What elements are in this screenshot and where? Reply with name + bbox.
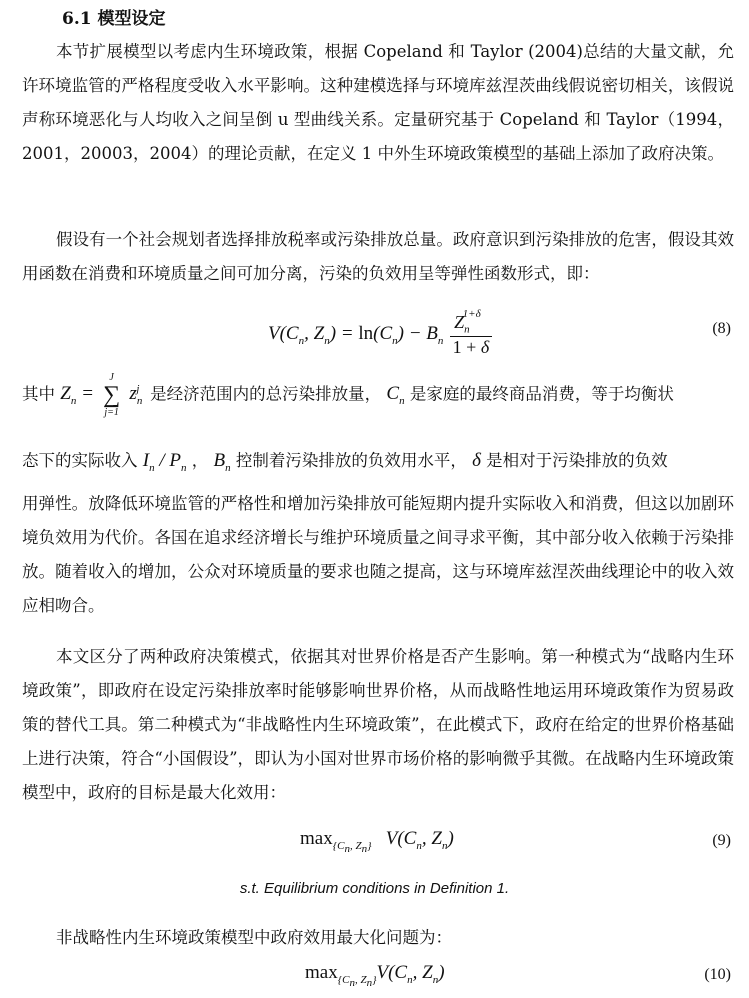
state-separator: ， <box>191 451 209 470</box>
state-suffix: 是相对于污染排放的负效 <box>486 451 668 470</box>
state-line <box>22 447 668 474</box>
section-heading: 6.1 模型设定 <box>62 9 166 29</box>
paragraph-1: 本节扩展模型以考虑内生环境政策，根据 Copeland 和 Taylor (2004)总结的大量文献，允许环境监管的严格程度受收入水平影响。这种建模选择与环境库兹涅茨曲线假说密切相关，该假说声称环境恶化与人均收入之间呈倒 u 型曲线关系。定量研究基于 Copeland 和 Taylor（1994，2001，20003，2004）的理论贡献，在定义 1 中外生环境政策模型的基础上添加了政府决策。 <box>22 42 734 163</box>
equation-10-number: (10) <box>704 966 731 983</box>
equation-8-body: $V(C_n$, $Z_n) = \ln(C_n) - B_n$ $\frac{Z_n^{1+\delta}}{1 + \delta}$ <box>268 312 494 358</box>
state-mid: 控制着污染排放的负效用水平， <box>235 451 467 470</box>
equation-10 <box>0 962 749 996</box>
state-prefix: 态下的实际收入 <box>22 451 138 470</box>
equation-8 <box>0 300 749 360</box>
paragraph-2: 假设有一个社会规划者选择排放税率或污染排放总量。政府意识到污染排放的危害，假设其效用函数在消费和环境质量之间可加分离，污染的负效用呈等弹性函数形式，即： <box>22 230 734 283</box>
equation-10-body: $\max_{\{C_n, Z_n\}}V(C_n$, $Z_n$) <box>305 962 445 989</box>
consumption-symbol: $C_n$ <box>386 383 405 408</box>
paragraph-4: 本文区分了两种政府决策模式，依据其对世界价格是否产生影响。第一种模式为“战略内生环境政策”，即政府在设定污染排放率时能够影响世界价格，从而战略性地运用环境政策作为贸易政策的替代工具。第二种模式为“非战略性内生环境政策”，在此模式下，政府在给定的世界价格基础上进行决策，符合“小国假设”，即认为小国对世界市场价格的影响微乎其微。在战略内生环境政策模型中，政府的目标是最大化效用： <box>22 647 734 802</box>
equation-9-body: $\max_{\{C_n, Z_n\}} V(C_n$, $Z_n$) <box>300 828 454 855</box>
where-prefix: 其中 <box>22 384 55 404</box>
equation-8-fraction: $\frac{Z_n^{1+\delta}}{1 + \delta}$ <box>450 312 492 358</box>
equation-8-number: (8) <box>712 320 731 337</box>
where-suffix-2: 是家庭的最终商品消费，等于均衡状 <box>409 384 674 404</box>
real-income-symbol: $I_n / P_n$ <box>142 450 187 474</box>
paragraph-3: 用弹性。放降低环境监管的严格性和增加污染排放可能短期内提升实际收入和消费，但这以加剧环境负效用为代价。各国在追求经济增长与维护环境质量之间寻求平衡，其中部分收入依赖于污染排放。随着收入的增加，公众对环境质量的要求也随之提高，这与环境库兹涅茨曲线理论中的收入效应相吻合。 <box>22 494 734 615</box>
constraint-note: s.t. Equilibrium conditions in Definition 1. <box>239 880 510 897</box>
equation-9-number: (9) <box>712 832 731 849</box>
where-math: $Z_n$ = J ∑ j=1 $z_n^j$ <box>60 372 143 418</box>
where-suffix: 是经济范围内的总污染排放量， <box>150 384 382 404</box>
delta-symbol: δ <box>472 450 481 471</box>
b-symbol: $B_n$ <box>213 450 231 474</box>
paragraph-5: 非战略性内生环境政策模型中政府效用最大化问题为： <box>56 928 452 947</box>
where-line <box>22 372 674 418</box>
summation-symbol: J ∑ j=1 <box>103 372 121 418</box>
equation-9 <box>0 826 749 862</box>
